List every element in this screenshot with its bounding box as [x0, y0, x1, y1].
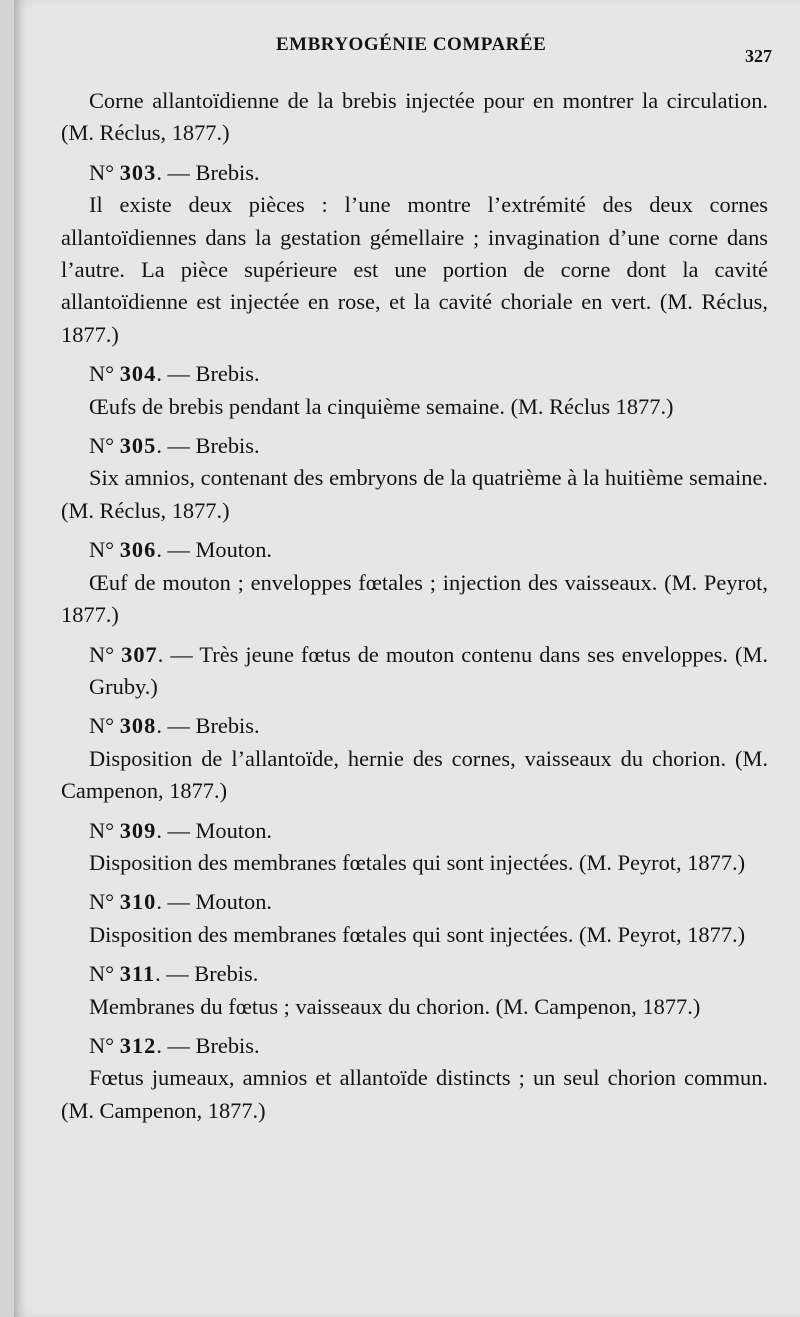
catalog-entry [61, 358, 768, 423]
entry-description: Disposition des membranes fœtales qui sont injectées. (M. Peyrot, 1877.) [89, 921, 746, 947]
entry-title: . — Brebis. [156, 1032, 260, 1058]
body-text [61, 85, 768, 1127]
entry-number: 305 [119, 433, 157, 459]
catalog-entry [61, 430, 768, 527]
catalog-entry [61, 958, 768, 1023]
entry-prefix: N° [89, 1032, 120, 1058]
entry-number: 306 [119, 537, 157, 563]
entry-heading [61, 358, 768, 390]
entry-description: Disposition des membranes fœtales qui sont injectées. (M. Peyrot, 1877.) [89, 849, 746, 875]
entry-title: . — Très jeune fœtus de mouton contenu dans ses enveloppes. (M. Gruby.) [89, 641, 768, 699]
entry-description: Fœtus jumeaux, amnios et allantoïde distincts ; un seul chorion commun. (M. Campenon, 1877.) [61, 1065, 768, 1123]
catalog-entry [61, 710, 768, 807]
entry-title: . — Brebis. [156, 713, 260, 739]
book-page [14, 0, 800, 1317]
entry-prefix: N° [89, 889, 120, 915]
entry-heading [61, 157, 768, 189]
catalog-entry [61, 1030, 768, 1127]
entry-description: Œufs de brebis pendant la cinquième semaine. (M. Réclus 1877.) [89, 393, 674, 419]
entry-prefix: N° [89, 713, 120, 739]
catalog-entry [61, 886, 768, 951]
entry-number: 304 [119, 361, 157, 387]
catalog-entry [61, 639, 768, 704]
entry-heading [61, 815, 768, 847]
entry-prefix: N° [89, 361, 120, 387]
catalog-entry [61, 815, 768, 880]
entry-title: . — Brebis. [155, 961, 259, 987]
entry-description: Six amnios, contenant des embryons de la quatrième à la huitième semaine. (M. Réclus, 1877.) [61, 465, 768, 523]
entry-prefix: N° [89, 433, 120, 459]
entry-number: 308 [119, 713, 157, 739]
entry-number: 309 [119, 817, 157, 843]
entry-prefix: N° [89, 961, 120, 987]
entry-heading [61, 430, 768, 462]
entry-heading [61, 1030, 768, 1062]
entry-title: . — Brebis. [156, 361, 260, 387]
entry-number: 311 [119, 961, 156, 987]
entry-prefix: N° [89, 537, 120, 563]
entry-description: Il existe deux pièces : l’une montre l’extrémité des deux cornes allantoïdiennes dans la gestation gémellaire ; invagination d’une corne dans l’autre. La pièce supérieure est une portion de corne dont la cavité allantoïdienne est injectée en rose, et la cavité choriale en vert. (M. Réclus, 1877.) [61, 192, 768, 347]
entry-title: . — Brebis. [156, 433, 260, 459]
entry-number: 312 [119, 1032, 157, 1058]
catalog-entry [61, 534, 768, 631]
entry-heading [61, 958, 768, 990]
catalog-entry [61, 157, 768, 351]
entry-title: . — Mouton. [156, 817, 273, 843]
entry-prefix: N° [89, 159, 120, 185]
entry-prefix: N° [89, 641, 122, 667]
page-number: 327 [745, 46, 772, 66]
intro-paragraph: Corne allantoïdienne de la brebis injectée pour en montrer la circulation. (M. Réclus, 1877.) [61, 88, 768, 146]
entry-heading [61, 639, 768, 704]
entry-description: Œuf de mouton ; enveloppes fœtales ; injection des vaisseaux. (M. Peyrot, 1877.) [61, 569, 768, 628]
entry-title: . — Mouton. [156, 537, 273, 563]
entry-heading [61, 886, 768, 918]
running-title: EMBRYOGÉNIE COMPARÉE [276, 34, 547, 55]
entry-title: . — Brebis. [156, 159, 260, 185]
page-header [28, 34, 800, 64]
entry-number: 307 [121, 641, 158, 667]
entry-heading [61, 710, 768, 742]
entry-prefix: N° [89, 817, 120, 843]
entry-description: Membranes du fœtus ; vaisseaux du chorion. (M. Campenon, 1877.) [89, 993, 701, 1019]
entry-number: 310 [119, 889, 157, 915]
entry-description: Disposition de l’allantoïde, hernie des cornes, vaisseaux du chorion. (M. Campenon, 1877.) [61, 745, 768, 804]
entry-number: 303 [119, 159, 157, 185]
entry-heading [61, 534, 768, 566]
entry-title: . — Mouton. [156, 889, 273, 915]
entries-list [61, 157, 768, 1127]
